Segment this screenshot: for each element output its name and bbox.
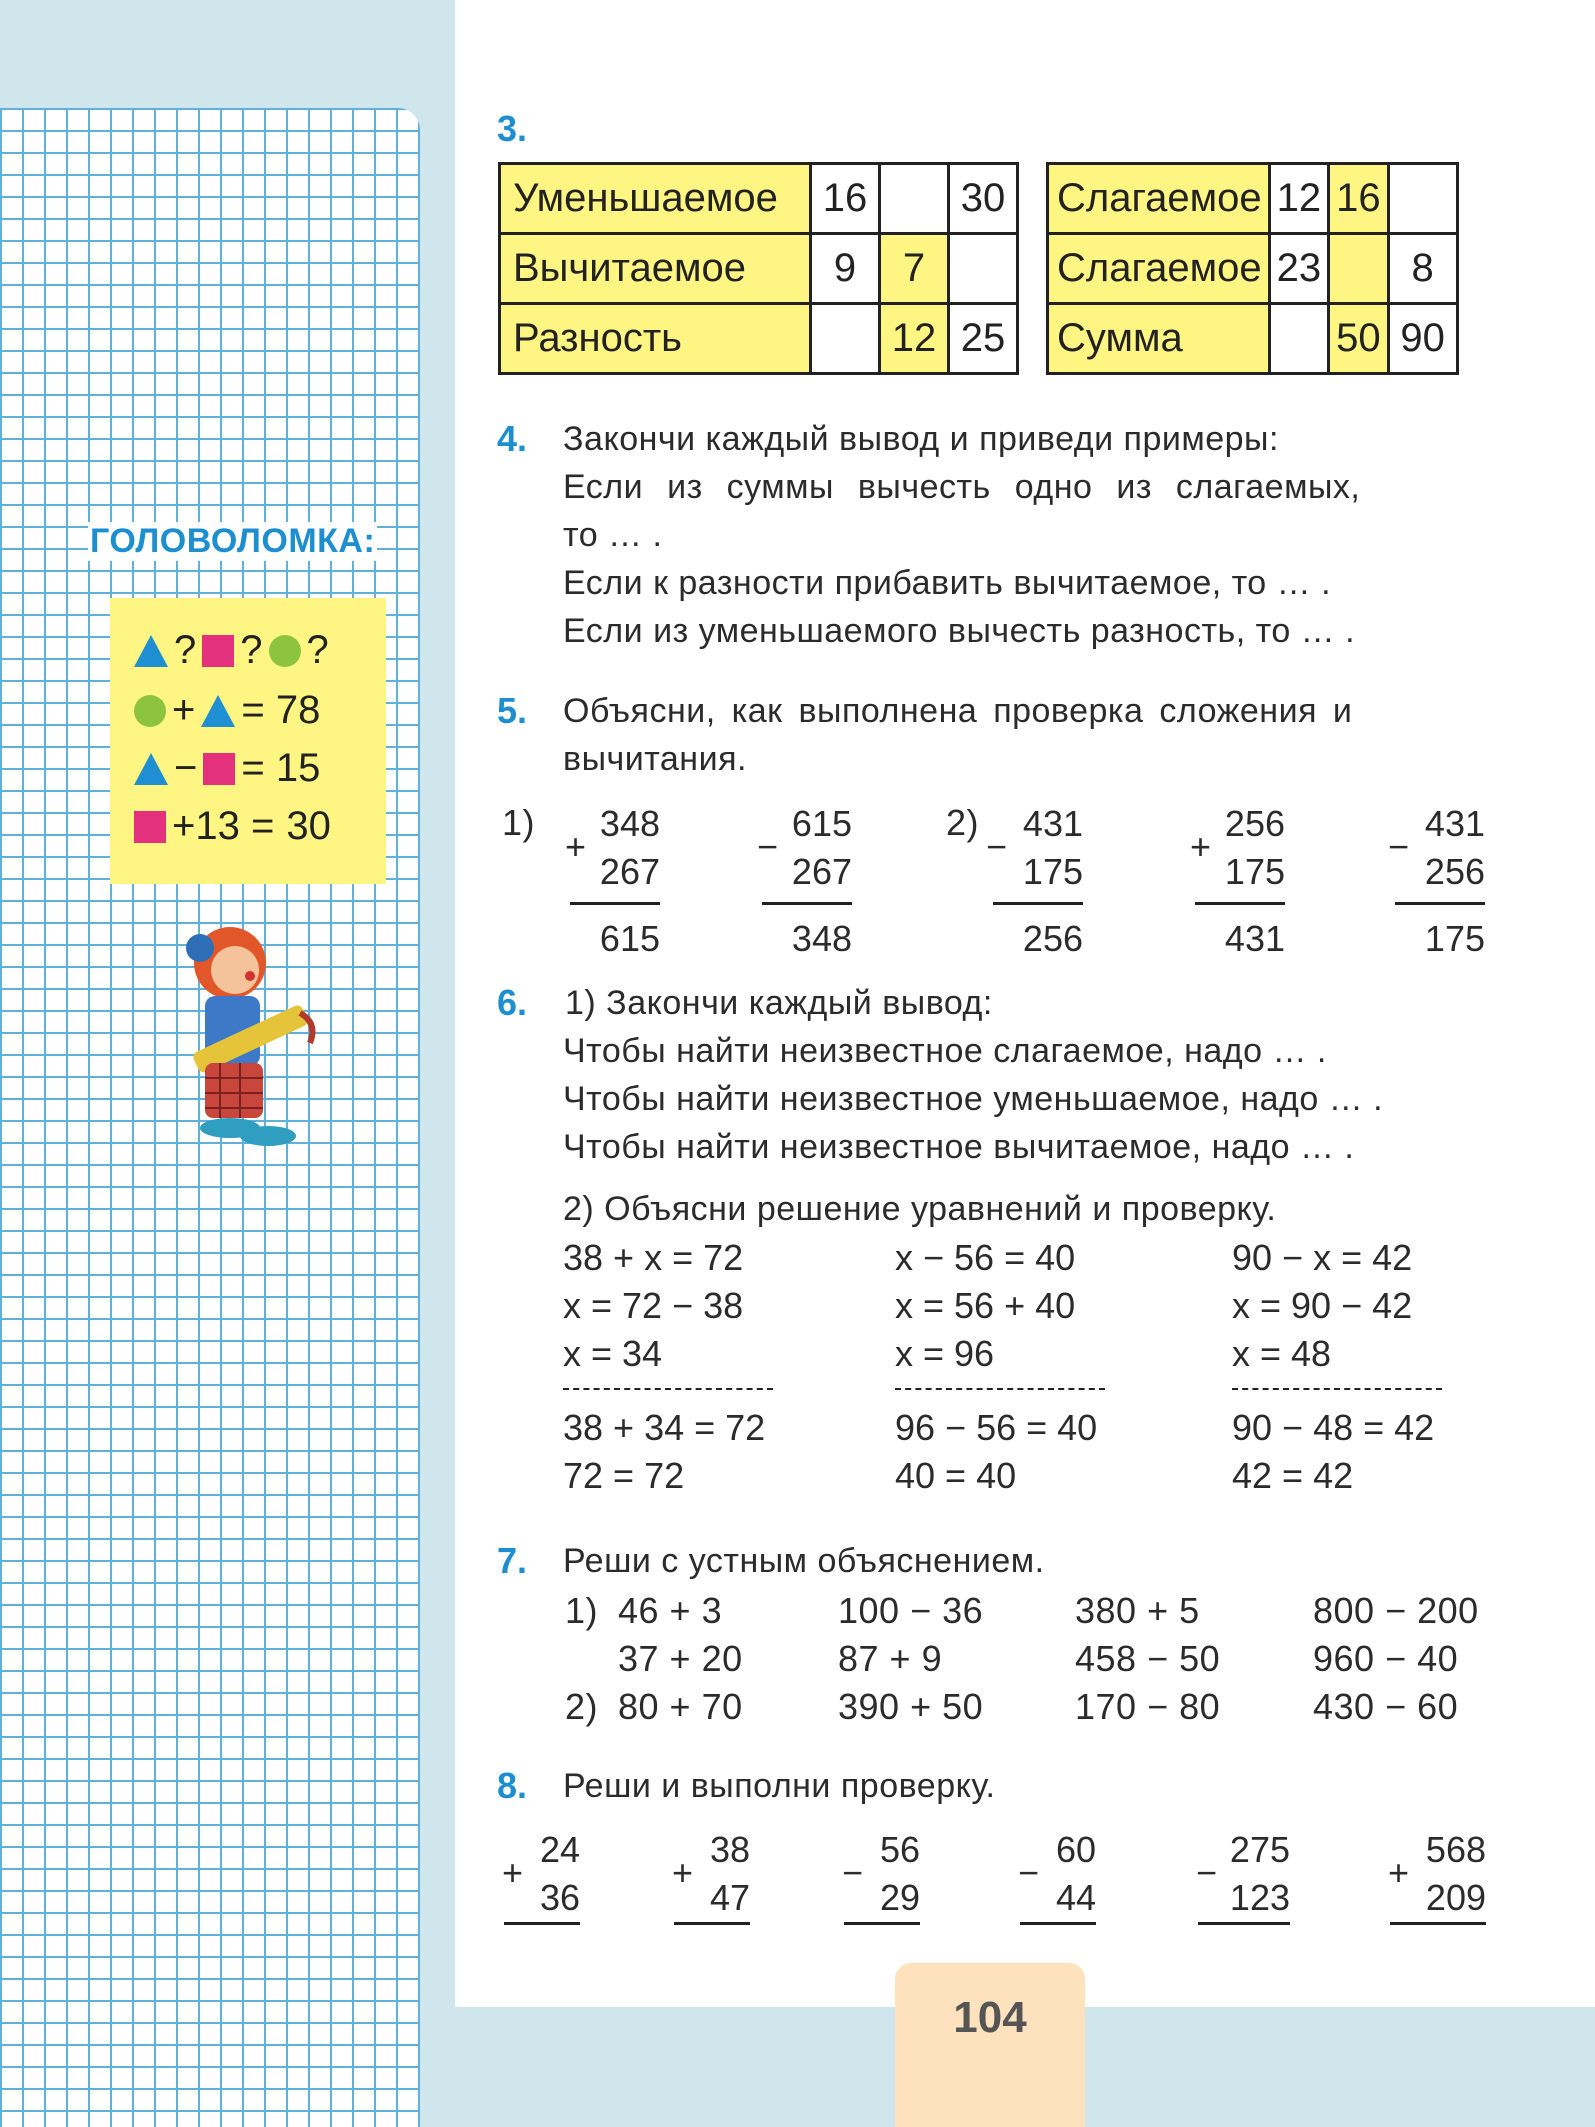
task-7-title: Реши с устным объяснением. <box>563 1542 1045 1580</box>
task-5-line: вычитания. <box>563 740 747 778</box>
task-6-line: 2) Объясни решение уравнений и проверку. <box>563 1190 1277 1228</box>
table-cell: 9 <box>811 234 880 304</box>
table-cell <box>1329 234 1389 304</box>
sign: + <box>1190 826 1212 867</box>
task-4-line: Если из уменьшаемого вычесть разность, то … . <box>563 612 1356 650</box>
task-5-label-2: 2) <box>946 802 980 843</box>
table-cell <box>880 164 949 234</box>
task-7-number: 7. <box>497 1540 528 1581</box>
table-cell: 8 <box>1388 234 1457 304</box>
expression: 170 − 80 <box>1075 1686 1221 1727</box>
table-cell <box>949 234 1018 304</box>
table-row <box>500 234 1018 304</box>
column-calculation: 348 267 615 <box>570 800 660 963</box>
expression: 380 + 5 <box>1075 1590 1200 1631</box>
expression: 37 + 20 <box>618 1638 743 1679</box>
sign: − <box>1388 826 1410 867</box>
task-4-line: то … . <box>563 516 663 554</box>
puzzle-row-4: +13 = 30 <box>134 804 337 849</box>
table-label: Сумма <box>1048 304 1270 374</box>
square-icon <box>203 753 235 785</box>
sign: − <box>1018 1852 1040 1893</box>
puzzle-row-3: − = 15 <box>134 746 326 791</box>
task-6-line: Чтобы найти неизвестное слагаемое, надо … . <box>563 1032 1327 1070</box>
column-calculation: 615 267 348 <box>762 800 852 963</box>
sign: − <box>757 826 779 867</box>
task-8-number: 8. <box>497 1765 528 1806</box>
circle-icon <box>269 635 301 667</box>
task-4-line: Закончи каждый вывод и приведи примеры: <box>563 420 1279 458</box>
table-cell: 50 <box>1329 304 1389 374</box>
task-5-number: 5. <box>497 690 528 731</box>
task-4-number: 4. <box>497 418 528 459</box>
divider <box>563 1388 773 1390</box>
triangle-icon <box>134 635 168 667</box>
clown-illustration <box>160 918 340 1153</box>
table-label: Слагаемое <box>1048 234 1270 304</box>
table-cell: 90 <box>1388 304 1457 374</box>
sign: − <box>1196 1852 1218 1893</box>
expression: 960 − 40 <box>1313 1638 1459 1679</box>
task-8-title: Реши и выполни проверку. <box>563 1767 996 1805</box>
subtraction-table <box>498 162 1019 375</box>
table-label: Уменьшаемое <box>500 164 811 234</box>
column-calculation: 256 175 431 <box>1195 800 1285 963</box>
puzzle-box <box>110 598 386 884</box>
task-6-line: Чтобы найти неизвестное уменьшаемое, надо … . <box>563 1080 1384 1118</box>
table-cell <box>811 304 880 374</box>
puzzle-row-2: + = 78 <box>134 688 326 733</box>
column-calculation: 38 47 <box>674 1826 750 1925</box>
table-row <box>500 304 1018 374</box>
expression: 46 + 3 <box>618 1590 723 1631</box>
table-row <box>500 164 1018 234</box>
table-cell: 25 <box>949 304 1018 374</box>
table-cell: 30 <box>949 164 1018 234</box>
task-5-line: Объясни, как выполнена проверка сложения и <box>563 692 1353 730</box>
sign: + <box>1388 1852 1410 1893</box>
table-cell: 12 <box>880 304 949 374</box>
column-calculation: 568 209 <box>1390 1826 1486 1925</box>
column-calculation: 431 256 175 <box>1395 800 1485 963</box>
expression: 100 − 36 <box>838 1590 984 1631</box>
page-number: 104 <box>895 1963 1085 2127</box>
column-calculation: 56 29 <box>844 1826 920 1925</box>
task-7-label-2: 2) <box>565 1686 599 1727</box>
expression: 87 + 9 <box>838 1638 943 1679</box>
sign: − <box>986 826 1008 867</box>
column-calculation: 275 123 <box>1198 1826 1290 1925</box>
square-icon <box>134 811 166 843</box>
table-cell <box>1269 304 1329 374</box>
equation-block: 38 + x = 72 x = 72 − 38 x = 34 38 + 34 = 72 72 = 72 <box>563 1234 773 1500</box>
square-icon <box>202 635 234 667</box>
sign: + <box>502 1852 524 1893</box>
task-4-line: Если из суммы вычесть одно из слагаемых, <box>563 468 1361 506</box>
task-6-number: 6. <box>497 982 528 1023</box>
expression: 390 + 50 <box>838 1686 984 1727</box>
table-row <box>1048 164 1458 234</box>
table-cell: 12 <box>1269 164 1329 234</box>
triangle-icon <box>201 695 235 727</box>
table-row <box>1048 234 1458 304</box>
column-calculation: 60 44 <box>1020 1826 1096 1925</box>
task-7-label-1: 1) <box>565 1590 599 1631</box>
column-calculation: 431 175 256 <box>993 800 1083 963</box>
table-cell: 16 <box>811 164 880 234</box>
divider <box>895 1388 1105 1390</box>
task-6-line: Чтобы найти неизвестное вычитаемое, надо … . <box>563 1128 1355 1166</box>
table-row <box>1048 304 1458 374</box>
sign: + <box>565 826 587 867</box>
puzzle-title: ГОЛОВОЛОМКА: <box>90 522 376 560</box>
table-label: Вычитаемое <box>500 234 811 304</box>
task-3-number: 3. <box>497 108 528 149</box>
circle-icon <box>134 695 166 727</box>
sign: + <box>672 1852 694 1893</box>
column-calculation: 24 36 <box>504 1826 580 1925</box>
triangle-icon <box>134 753 168 785</box>
equation-block: x − 56 = 40 x = 56 + 40 x = 96 96 − 56 = 40 40 = 40 <box>895 1234 1105 1500</box>
table-cell: 7 <box>880 234 949 304</box>
addition-table <box>1046 162 1459 375</box>
task-5-label-1: 1) <box>502 802 536 843</box>
expression: 430 − 60 <box>1313 1686 1459 1727</box>
table-cell: 16 <box>1329 164 1389 234</box>
expression: 800 − 200 <box>1313 1590 1479 1631</box>
task-4-line: Если к разности прибавить вычитаемое, то … . <box>563 564 1332 602</box>
table-cell: 23 <box>1269 234 1329 304</box>
expression: 458 − 50 <box>1075 1638 1221 1679</box>
puzzle-row-1: ? ? ? <box>134 628 335 673</box>
expression: 80 + 70 <box>618 1686 743 1727</box>
task-6-line: 1) Закончи каждый вывод: <box>565 984 993 1022</box>
table-cell <box>1388 164 1457 234</box>
equation-block: 90 − x = 42 x = 90 − 42 x = 48 90 − 48 = 42 42 = 42 <box>1232 1234 1442 1500</box>
divider <box>1232 1388 1442 1390</box>
sign: − <box>842 1852 864 1893</box>
table-label: Слагаемое <box>1048 164 1270 234</box>
table-label: Разность <box>500 304 811 374</box>
